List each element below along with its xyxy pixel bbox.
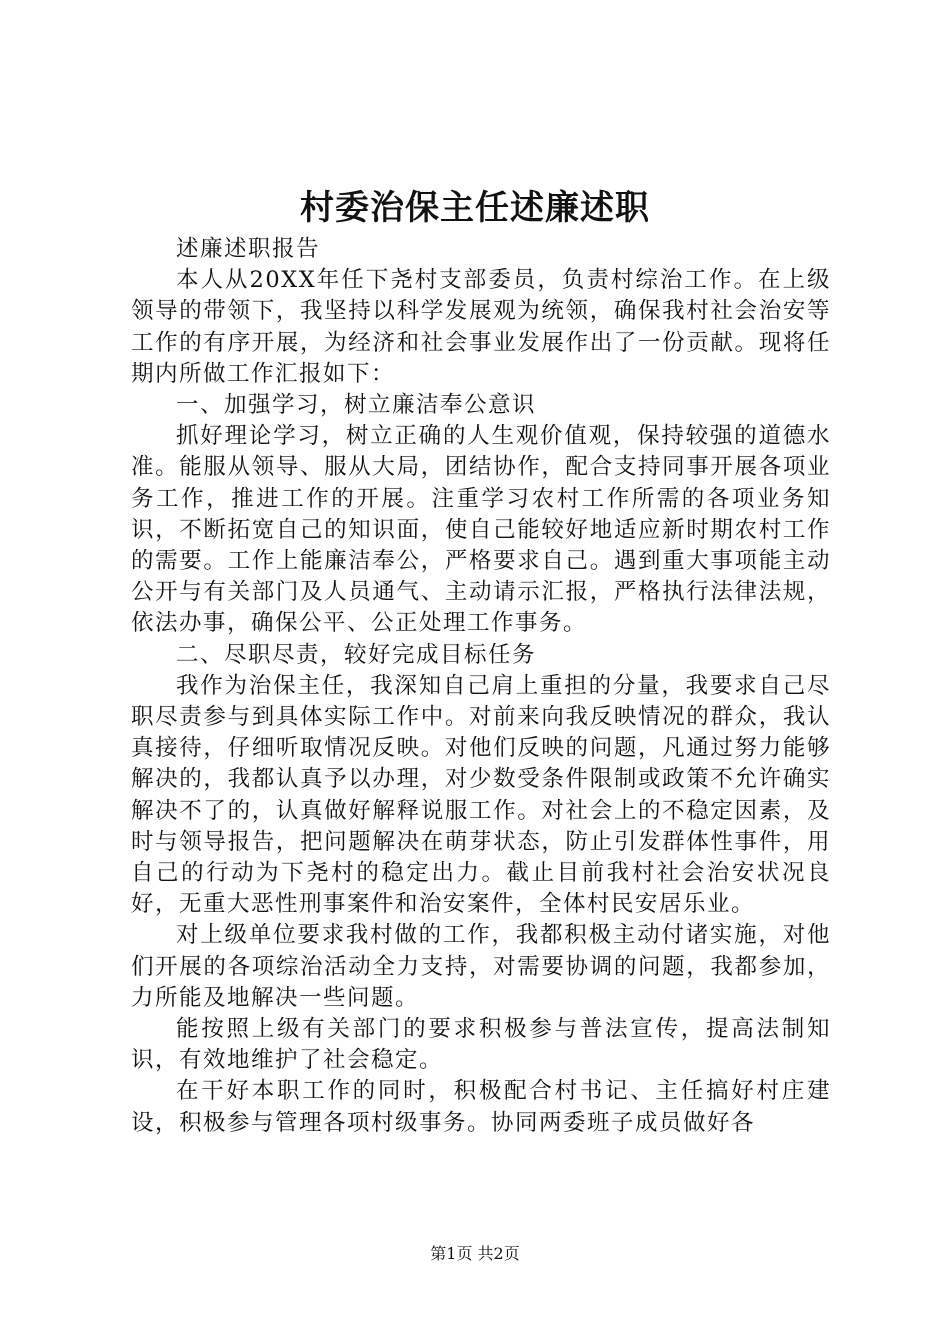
section-heading-2: 二、尽职尽责，较好完成目标任务 xyxy=(176,641,537,668)
document-title: 村委治保主任述廉述职 xyxy=(300,188,650,228)
paragraph-report-heading: 述廉述职报告 xyxy=(176,236,321,262)
paragraph-study: 抓好理论学习，树立正确的人生观价值观，保持较强的道德水准。能服从领导、服从大局，团结协作，配合支持同事开展各项业务工作，推进工作的开展。注重学习农村工作所需的各项业务知识，不断拓宽自己的知识面，使自己能较好地适应新时期农村工作的需要。工作上能廉洁奉公，严格要求自己。遇到重大事项能主动公开与有关部门及人员通气、主动请示汇报，严格执行法律法规，依法办事，确保公平、公正处理工作事务。 xyxy=(131,423,831,637)
paragraph-legal-promotion: 能按照上级有关部门的要求积极参与普法宣传，提高法制知识，有效地维护了社会稳定。 xyxy=(131,1016,831,1074)
page-number-footer: 第1页 共2页 xyxy=(430,1244,520,1263)
paragraph-village-affairs: 在干好本职工作的同时，积极配合村书记、主任搞好村庄建设，积极参与管理各项村级事务。协同两委班子成员做好各 xyxy=(131,1078,831,1136)
section-heading-1: 一、加强学习，树立廉洁奉公意识 xyxy=(176,392,537,419)
paragraph-duties: 我作为治保主任，我深知自己肩上重担的分量，我要求自己尽职尽责参与到具体实际工作中。对前来向我反映情况的群众，我认真接待，仔细听取情况反映。对他们反映的问题，凡通过努力能够解决的，我都认真予以办理，对少数受条件限制或政策不允许确实解决不了的，认真做好解释说服工作。对社会上的不稳定因素，及时与领导报告，把问题解决在萌芽状态，防止引发群体性事件，用自己的行动为下尧村的稳定出力。截止目前我村社会治安状况良好，无重大恶性刑事案件和治安案件，全体村民安居乐业。 xyxy=(131,672,831,918)
paragraph-superior-work: 对上级单位要求我村做的工作，我都积极主动付诸实施，对他们开展的各项综治活动全力支持，对需要协调的问题，我都参加，力所能及地解决一些问题。 xyxy=(131,922,831,1011)
paragraph-intro: 本人从20XX年任下尧村支部委员，负责村综治工作。在上级领导的带领下，我坚持以科学发展观为统领，确保我村社会治安等工作的有序开展，为经济和社会事业发展作出了一份贡献。现将任期内所做工作汇报如下： xyxy=(131,267,831,387)
document-body xyxy=(131,234,831,1139)
